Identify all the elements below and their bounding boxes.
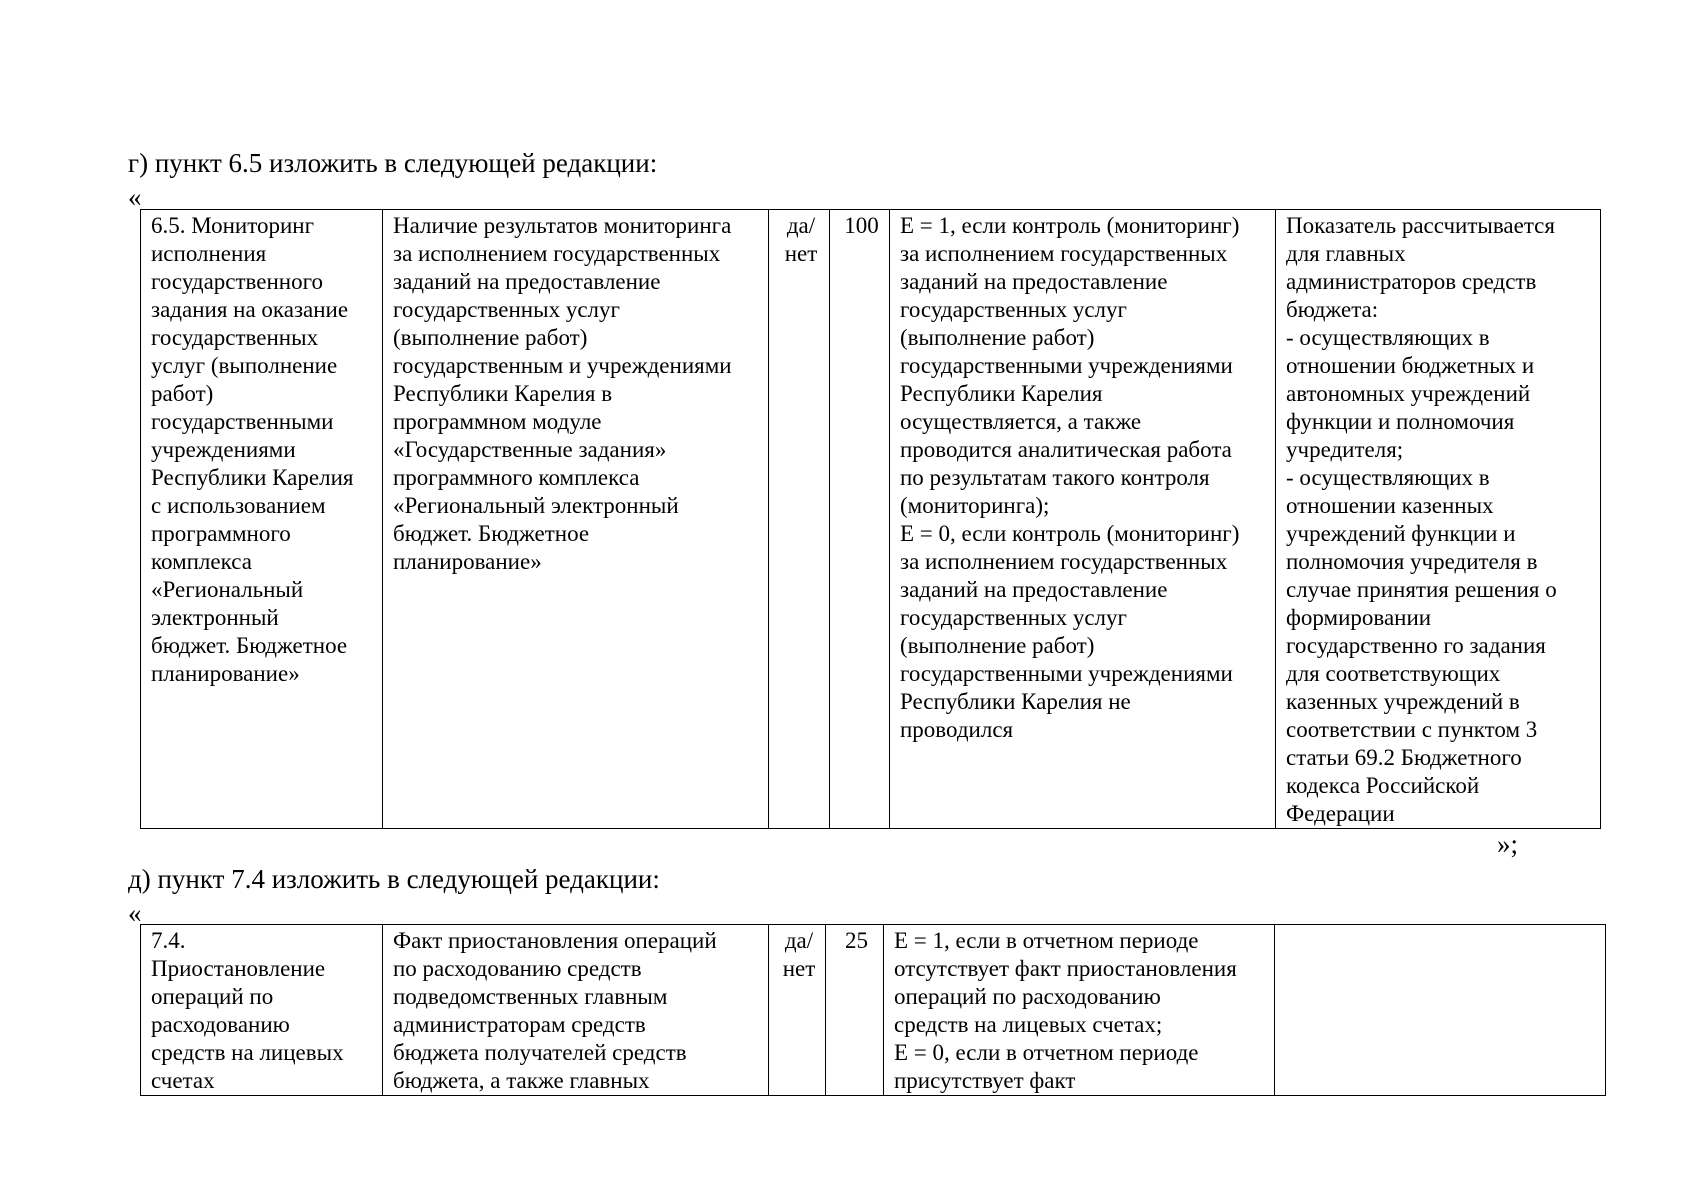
note-cell: Показатель рассчитывается для главных администраторов средств бюджета: - осуществляющих в отношении бюджетных и автономных учреждений функции и полномочия учредителя; - осуществляющих в отношении казенных учреждений функции и полномочия учредителя в случае принятия решения о формировании государственно го задания для соответствующих казенных учреждений в соответствии с пунктом 3 статьи 69.2 Бюджетного кодекса Российской Федерации [1276,210,1601,829]
unit-cell: да/ нет [769,925,826,1096]
indicator-table-7-4 [140,924,1606,1096]
formula-cell: Е = 1, если контроль (мониторинг) за исполнением государственных заданий на предоставление государственных услуг (выполнение работ) государственными учреждениями Республики Карелия осуществляется, а также проводится аналитическая работа по результатам такого контроля (мониторинга); Е = 0, если контроль (мониторинг) за исполнением государственных заданий на предоставление государственных услуг (выполнение работ) государственными учреждениями Республики Карелия не проводился [890,210,1276,829]
note-cell [1275,925,1606,1096]
section-g-heading: г) пункт 6.5 изложить в следующей редакции: [128,148,658,178]
weight-cell: 100 [830,210,890,829]
indicator-name-cell: 6.5. Мониторинг исполнения государственного задания на оказание государственных услуг (выполнение работ) государственными учреждениями Республики Карелия с использованием программного комплекса «Региональный электронный бюджет. Бюджетное планирование» [141,210,383,829]
section-g-close-quote: »; [1497,829,1519,859]
weight-cell: 25 [826,925,884,1096]
indicator-name-cell: 7.4. Приостановление операций по расходованию средств на лицевых счетах [141,925,383,1096]
table-row [141,210,1601,829]
formula-cell: Е = 1, если в отчетном периоде отсутствует факт приостановления операций по расходованию средств на лицевых счетах; Е = 0, если в отчетном периоде присутствует факт [884,925,1275,1096]
table-row [141,925,1606,1096]
indicator-description-cell: Наличие результатов мониторинга за исполнением государственных заданий на предоставление государственных услуг (выполнение работ) государственным и учреждениями Республики Карелия в программном модуле «Государственные задания» программного комплекса «Региональный электронный бюджет. Бюджетное планирование» [383,210,769,829]
indicator-description-cell: Факт приостановления операций по расходованию средств подведомственных главным администраторам средств бюджета получателей средств бюджета, а также главных [383,925,769,1096]
unit-cell: да/ нет [769,210,830,829]
section-d-open-quote: « [128,898,142,928]
indicator-table-6-5 [140,209,1601,829]
section-d-heading: д) пункт 7.4 изложить в следующей редакции: [128,864,660,894]
section-g-open-quote: « [128,182,142,212]
